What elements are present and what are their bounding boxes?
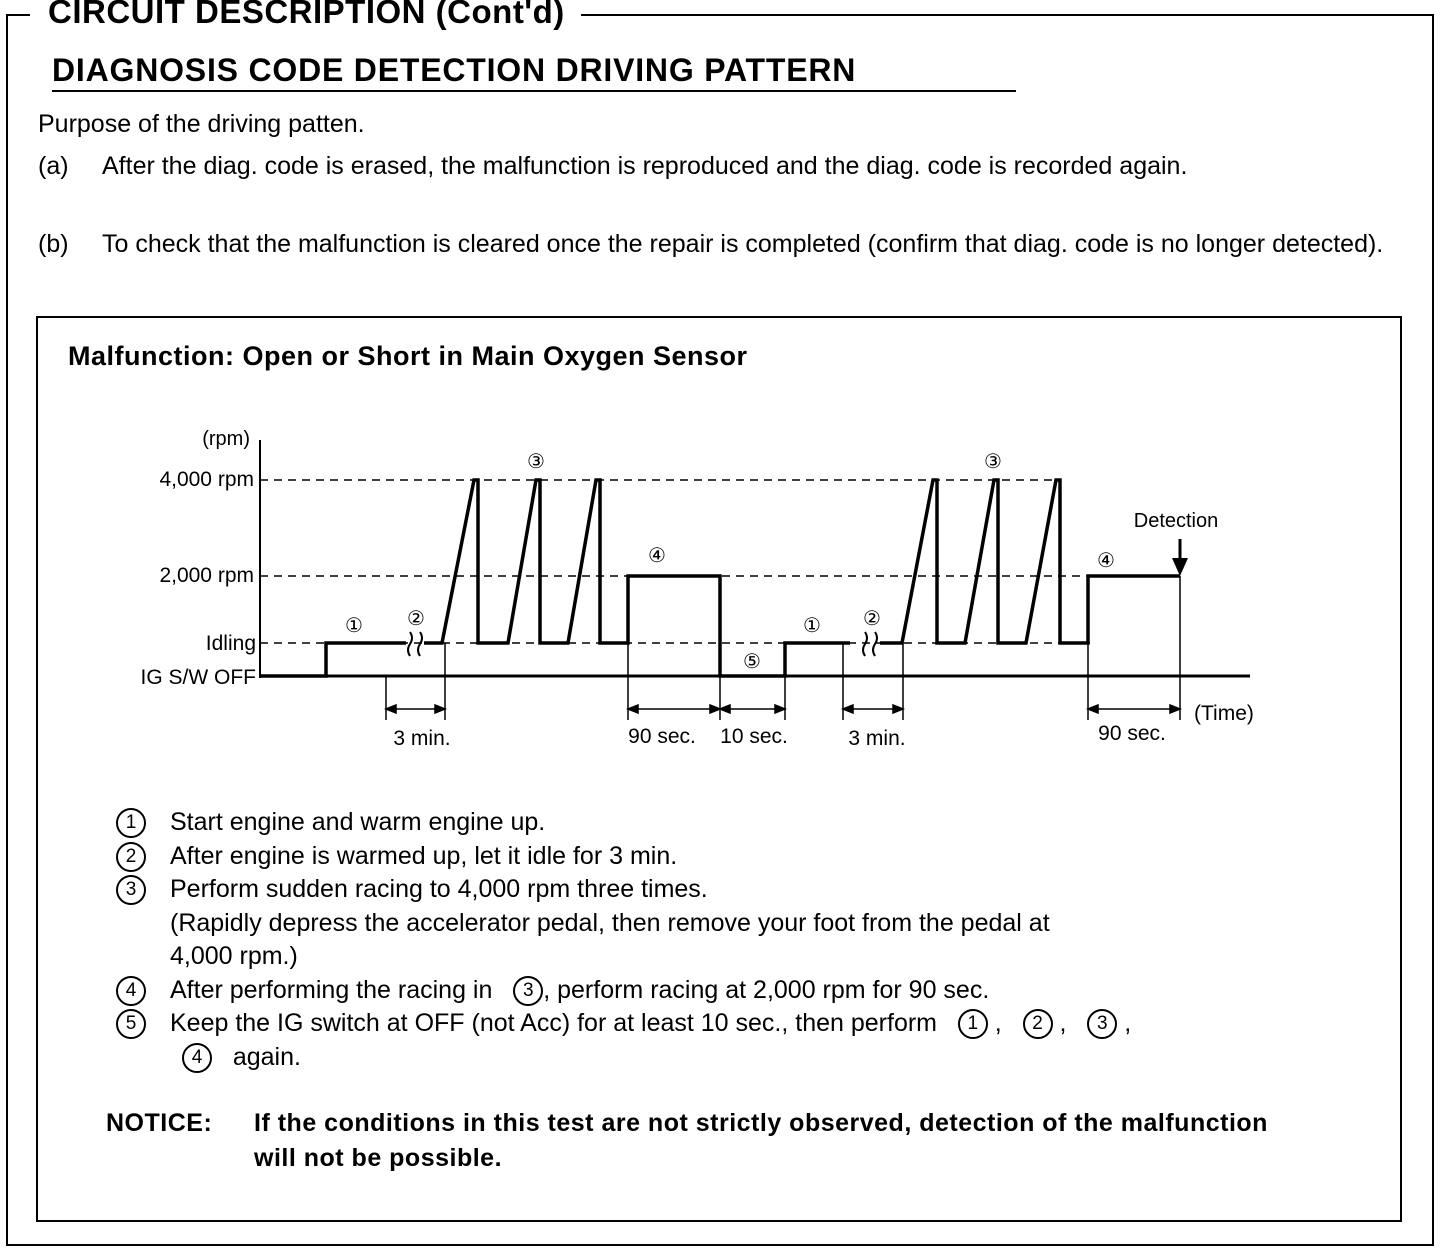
chart-marker-4b: ④ (1097, 550, 1115, 572)
duration-labels (393, 722, 1165, 750)
step-number: 5 (116, 1009, 146, 1039)
step-text-continued (110, 1041, 1390, 1075)
purpose-letter: (a) (38, 152, 69, 180)
duration-label: 90 sec. (628, 725, 696, 748)
step-text: Keep the IG switch at OFF (not Acc) for at least 10 sec., then perform 1 , 2 , 3 , (170, 1009, 1132, 1037)
step-text: Perform sudden racing to 4,000 rpm three times. (170, 875, 708, 903)
step-reference: 2 (1023, 1009, 1053, 1039)
step-5 (110, 1007, 1390, 1074)
step-text-continued: (Rapidly depress the accelerator pedal, then remove your foot from the pedal at (170, 908, 1050, 937)
purpose-text: To check that the malfunction is cleared once the repair is completed (confirm that diag. code is no longer detected). (102, 230, 1384, 258)
step-reference: 3 (513, 976, 543, 1006)
duration-label: 10 sec. (720, 725, 788, 748)
chart-marker-1: ① (345, 615, 363, 637)
y-label-idling: Idling (205, 632, 256, 655)
step-reference: 3 (1087, 1009, 1117, 1039)
section-title: CIRCUIT DESCRIPTION (Cont'd) (30, 0, 581, 32)
step-3 (110, 873, 1390, 974)
step-text-continued: 4,000 rpm.) (170, 942, 298, 970)
step-list (110, 806, 1390, 1074)
step-1 (110, 806, 1390, 840)
malfunction-title: Malfunction: Open or Short in Main Oxygen Sensor (68, 341, 748, 371)
purpose-letter: (b) (38, 230, 69, 258)
step-4 (110, 974, 1390, 1008)
duration-arrows (386, 705, 1180, 713)
step-text-part: After performing the racing in (170, 975, 493, 1004)
break-mark (863, 632, 867, 656)
chart-marker-2: ② (407, 608, 425, 630)
driving-pattern-diagram (90, 410, 1290, 755)
break-mark (408, 632, 412, 656)
sub-title: DIAGNOSIS CODE DETECTION DRIVING PATTERN (52, 52, 1016, 92)
break-mark (873, 632, 877, 656)
step-text: After engine is warmed up, let it idle for 3 min. (170, 841, 678, 870)
step-text-part: Keep the IG switch at OFF (not Acc) for at least 10 sec., then perform (170, 1009, 937, 1037)
duration-label: 90 sec. (1098, 722, 1166, 745)
reference-lines (260, 480, 1090, 643)
step-text-part: again. (232, 1042, 301, 1071)
purpose-intro: Purpose of the driving patten. (38, 110, 365, 138)
purpose-text: After the diag. code is erased, the malfunction is reproduced and the diag. code is recorded again. (102, 152, 1188, 180)
duration-label: 3 min. (848, 727, 906, 750)
detection-arrow-head (1172, 558, 1188, 576)
step-number: 3 (116, 875, 146, 905)
chart-marker-2b: ② (863, 608, 881, 630)
step-reference: 4 (182, 1043, 212, 1073)
y-label-4000: 4,000 rpm (159, 468, 254, 491)
step-reference: 1 (958, 1009, 988, 1039)
notice-label: NOTICE: (106, 1109, 213, 1137)
step-number: 2 (116, 842, 146, 872)
step-text: Start engine and warm engine up. (170, 808, 546, 836)
step-number: 1 (116, 808, 146, 838)
chart-marker-4: ④ (648, 545, 666, 567)
duration-label: 3 min. (393, 727, 451, 750)
purpose-item-a (38, 149, 1388, 221)
step-2 (110, 840, 1390, 874)
chart-marker-3: ③ (527, 451, 545, 473)
step-text (110, 974, 1390, 1008)
break-mark (418, 632, 422, 656)
chart-marker-5: ⑤ (743, 651, 761, 673)
step-text-part: , perform racing at 2,000 rpm for 90 sec. (543, 975, 990, 1004)
x-unit-label: (Time) (1194, 702, 1254, 725)
y-label-2000: 2,000 rpm (159, 564, 254, 587)
y-label-ig-off: IG S/W OFF (140, 666, 256, 689)
notice-text: If the conditions in this test are not strictly observed, detection of the malfunction will not be possible. (254, 1109, 1268, 1172)
purpose-item-b (38, 227, 1388, 299)
y-unit-label: (rpm) (202, 428, 250, 450)
step-number: 4 (116, 976, 146, 1006)
chart-marker-3b: ③ (984, 451, 1002, 473)
chart-marker-1b: ① (803, 615, 821, 637)
detection-label: Detection (1133, 510, 1219, 532)
pattern-trace (260, 480, 1180, 676)
